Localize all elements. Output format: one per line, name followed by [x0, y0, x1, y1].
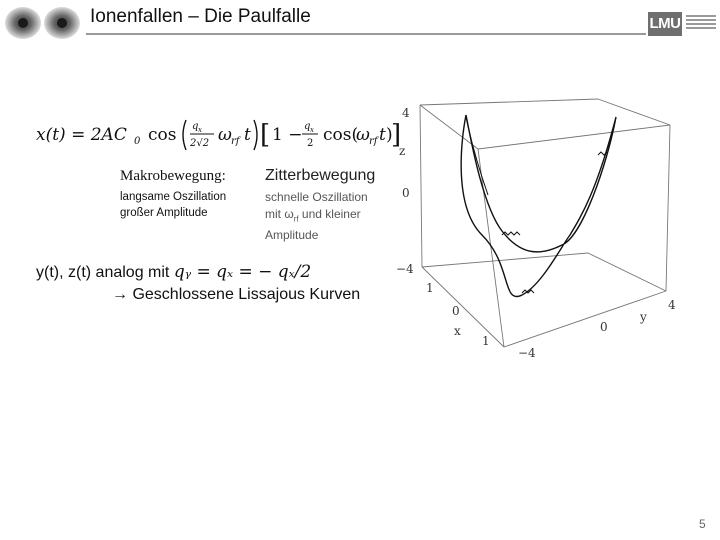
svg-text:t: t — [244, 125, 251, 145]
zitter-desc-line-1: schnelle Oszillation — [265, 190, 368, 204]
zitter-desc-line-3: Amplitude — [265, 228, 319, 243]
slide-title: Ionenfallen – Die Paulfalle — [90, 6, 311, 27]
svg-text:]: ] — [391, 120, 402, 150]
main-formula — [36, 112, 402, 158]
z-axis-label: z — [399, 144, 406, 158]
svg-text:2√2: 2√2 — [190, 138, 210, 149]
svg-text:ω: ω — [356, 125, 370, 145]
y-tick-2: 0 — [600, 320, 608, 334]
lissajous-curve — [461, 115, 616, 297]
z-tick-top: 4 — [402, 106, 410, 120]
svg-text:q: q — [192, 121, 199, 132]
svg-text:q: q — [304, 121, 311, 132]
zitter-desc-line-2-sub: rf — [293, 214, 299, 224]
analog-text — [36, 262, 311, 282]
svg-text:0: 0 — [134, 136, 141, 147]
svg-text:x(t) = 2AC: x(t) = 2AC — [36, 125, 127, 145]
svg-text:x: x — [310, 126, 314, 134]
svg-text:2: 2 — [307, 138, 314, 149]
makro-title: Makrobewegung: — [120, 168, 226, 184]
lmu-logo-lines — [686, 15, 716, 31]
makro-desc-line-1: langsame Oszillation — [120, 191, 227, 203]
x-tick-3: 1 — [482, 334, 490, 348]
z-tick-mid: 0 — [402, 186, 410, 200]
svg-text:cos: cos — [148, 125, 177, 145]
page-number: 5 — [699, 517, 706, 531]
lissajous-3d-plot — [392, 95, 692, 365]
zitter-desc-line-2-b: und kleiner — [298, 207, 361, 221]
svg-text:ω: ω — [218, 125, 232, 145]
svg-text:): ) — [386, 125, 393, 145]
y-tick-3: −4 — [518, 346, 536, 360]
analog-formula: qᵧ = qₓ = − qₓ/2 — [173, 262, 312, 282]
svg-text:rf: rf — [231, 136, 240, 147]
svg-text:t: t — [379, 125, 386, 145]
x-tick-1: 1 — [426, 281, 434, 295]
zitter-description — [265, 189, 393, 244]
svg-text:1 −: 1 − — [272, 125, 303, 145]
svg-text:[: [ — [260, 120, 271, 150]
lissajous-text: → Geschlossene Lissajous Kurven — [112, 286, 361, 303]
makro-desc-line-2: großer Amplitude — [120, 207, 208, 219]
zitter-desc-line-2-a: mit ω — [265, 207, 294, 221]
y-tick-1: 4 — [668, 298, 676, 312]
analog-prefix: y(t), z(t) analog mit — [36, 264, 174, 281]
svg-text:x: x — [198, 126, 202, 134]
ion-trap-logo — [4, 4, 82, 42]
makro-description — [120, 189, 226, 221]
x-axis-label: x — [454, 324, 461, 338]
svg-text:cos(: cos( — [323, 125, 359, 145]
z-tick-bottom: −4 — [396, 262, 414, 276]
header-divider — [86, 33, 646, 35]
zitter-desc-line-2 — [265, 206, 393, 227]
zitter-title: Zitterbewegung — [265, 167, 376, 184]
svg-text:rf: rf — [369, 136, 378, 147]
y-axis-label: y — [640, 310, 647, 324]
ion-trap-image-icon — [4, 4, 82, 42]
x-tick-2: 0 — [452, 304, 460, 318]
lmu-logo — [648, 12, 718, 38]
lmu-logo-text: LMU — [648, 12, 682, 36]
